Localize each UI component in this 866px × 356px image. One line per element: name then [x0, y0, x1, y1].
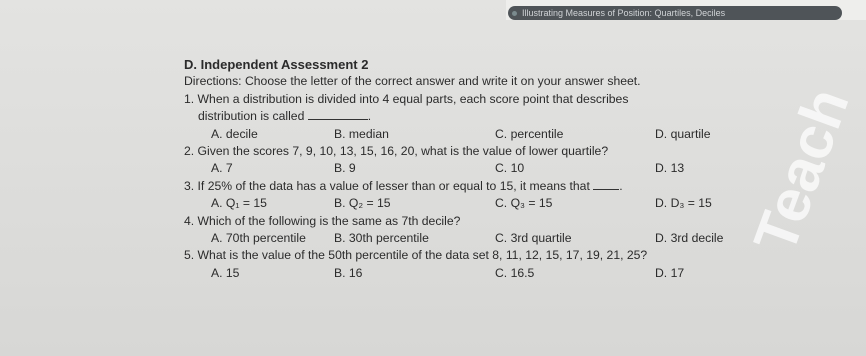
choice-a: A. 7 [211, 161, 233, 176]
choice-a: A. Q₁ = 15 [211, 196, 267, 211]
choice-d: D. D₃ = 15 [655, 196, 712, 211]
section-title: D. Independent Assessment 2 [184, 57, 369, 72]
question-2-choices [184, 160, 854, 177]
assessment-content [184, 56, 854, 282]
answer-blank [308, 108, 368, 120]
choice-d: D. 3rd decile [655, 231, 724, 246]
choice-b: B. 16 [334, 265, 363, 280]
choice-d: D. 13 [655, 161, 685, 176]
choice-c: C. percentile [495, 126, 564, 141]
header-dot-icon [512, 11, 517, 16]
choice-c: C. 10 [495, 161, 525, 176]
choice-d: D. quartile [655, 126, 711, 141]
choice-b: B. 30th percentile [334, 231, 429, 246]
directions-text: Directions: Choose the letter of the correct answer and write it on your answer sheet. [184, 74, 641, 89]
question-2-stem: 2. Given the scores 7, 9, 10, 13, 15, 16, 20, what is the value of lower quartile? [184, 144, 609, 159]
question-5-stem: 5. What is the value of the 50th percentile of the data set 8, 11, 12, 15, 17, 19, 21, 25? [184, 248, 648, 263]
watermark-text: Teach [740, 79, 862, 262]
answer-blank [593, 178, 619, 190]
question-1-stem-continued: distribution is called [198, 109, 305, 124]
choice-c: C. 16.5 [495, 265, 535, 280]
question-1-choices [184, 126, 854, 143]
question-1-stem: 1. When a distribution is divided into 4 equal parts, each score point that describes [184, 91, 629, 106]
header-bar [506, 0, 866, 20]
question-3-stem-row: 3. If 25% of the data has a value of lesser than or equal to 15, it means that . [184, 178, 623, 193]
choice-c: C. 3rd quartile [495, 231, 572, 246]
choice-b: B. 9 [334, 161, 356, 176]
choice-b: B. Q₂ = 15 [334, 196, 391, 211]
choice-c: C. Q₃ = 15 [495, 196, 553, 211]
choice-d: D. 17 [655, 265, 685, 280]
question-3-stem: 3. If 25% of the data has a value of lesser than or equal to 15, it means that [184, 178, 590, 193]
header-text: Illustrating Measures of Position: Quartiles, Deciles [522, 8, 726, 18]
header-badge [508, 6, 842, 20]
choice-b: B. median [334, 126, 389, 141]
choice-a: A. 15 [211, 265, 240, 280]
question-4-stem: 4. Which of the following is the same as 7th decile? [184, 213, 461, 228]
choice-a: A. 70th percentile [211, 231, 306, 246]
question-5-choices [184, 265, 854, 282]
question-1-stem-line2: distribution is called . [198, 109, 372, 124]
choice-a: A. decile [211, 126, 258, 141]
